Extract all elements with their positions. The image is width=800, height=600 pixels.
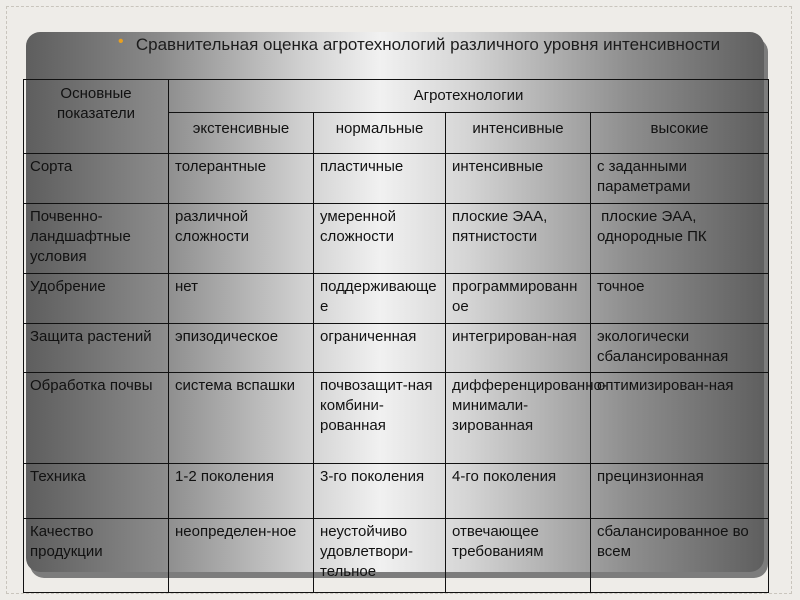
table-cell: пластичные [314, 154, 446, 204]
table-cell: плоские ЭАА, пятнистости [446, 204, 591, 274]
table-cell: поддерживающее [314, 274, 446, 324]
table-row [24, 373, 769, 464]
table-cell: умеренной сложности [314, 204, 446, 274]
table-cell: сбалансированное во всем [591, 519, 769, 593]
table-cell: интенсивные [446, 154, 591, 204]
table-cell: плоские ЭАА, однородные ПК [591, 204, 769, 274]
table-row [24, 324, 769, 373]
table-cell: 3-го поколения [314, 464, 446, 519]
row-label: Техника [24, 464, 169, 519]
comparison-table [23, 79, 769, 593]
table-cell: неопределен-ное [169, 519, 314, 593]
table-cell: толерантные [169, 154, 314, 204]
slide-title: Сравнительная оценка агротехнологий различного уровня интенсивности [135, 35, 721, 54]
table-cell: оптимизирован-ная [591, 373, 769, 464]
table-cell: дифференцированно-минимали-зированная [446, 373, 591, 464]
table-cell: система вспашки [169, 373, 314, 464]
table-cell: программированное [446, 274, 591, 324]
row-label: Сорта [24, 154, 169, 204]
column-header: высокие [591, 113, 769, 154]
table-cell: неустойчиво удовлетвори-тельное [314, 519, 446, 593]
table-cell: 4-го поколения [446, 464, 591, 519]
row-label: Удобрение [24, 274, 169, 324]
column-header: экстенсивные [169, 113, 314, 154]
table-cell: прецинзионная [591, 464, 769, 519]
row-label: Почвенно-ландшафтные условия [24, 204, 169, 274]
table-cell: нет [169, 274, 314, 324]
column-header: нормальные [314, 113, 446, 154]
table-cell: точное [591, 274, 769, 324]
table-cell: ограниченная [314, 324, 446, 373]
table-cell: интегрирован-ная [446, 324, 591, 373]
table-cell: 1-2 поколения [169, 464, 314, 519]
table-row [24, 519, 769, 593]
bullet-icon: • [118, 33, 124, 50]
row-label: Обработка почвы [24, 373, 169, 464]
table-cell: почвозащит-ная комбини-рованная [314, 373, 446, 464]
table-cell: с заданными параметрами [591, 154, 769, 204]
group-header: Агротехнологии [169, 80, 769, 113]
column-header: интенсивные [446, 113, 591, 154]
table-cell: экологически сбалансированная [591, 324, 769, 373]
row-label: Качество продукции [24, 519, 169, 593]
table-row [24, 204, 769, 274]
table-cell: отвечающее требованиям [446, 519, 591, 593]
table-row [24, 154, 769, 204]
table-row [24, 464, 769, 519]
row-label: Защита растений [24, 324, 169, 373]
table-cell: эпизодическое [169, 324, 314, 373]
table-cell: различной сложности [169, 204, 314, 274]
table-row [24, 274, 769, 324]
corner-header: Основные показатели [24, 80, 169, 154]
